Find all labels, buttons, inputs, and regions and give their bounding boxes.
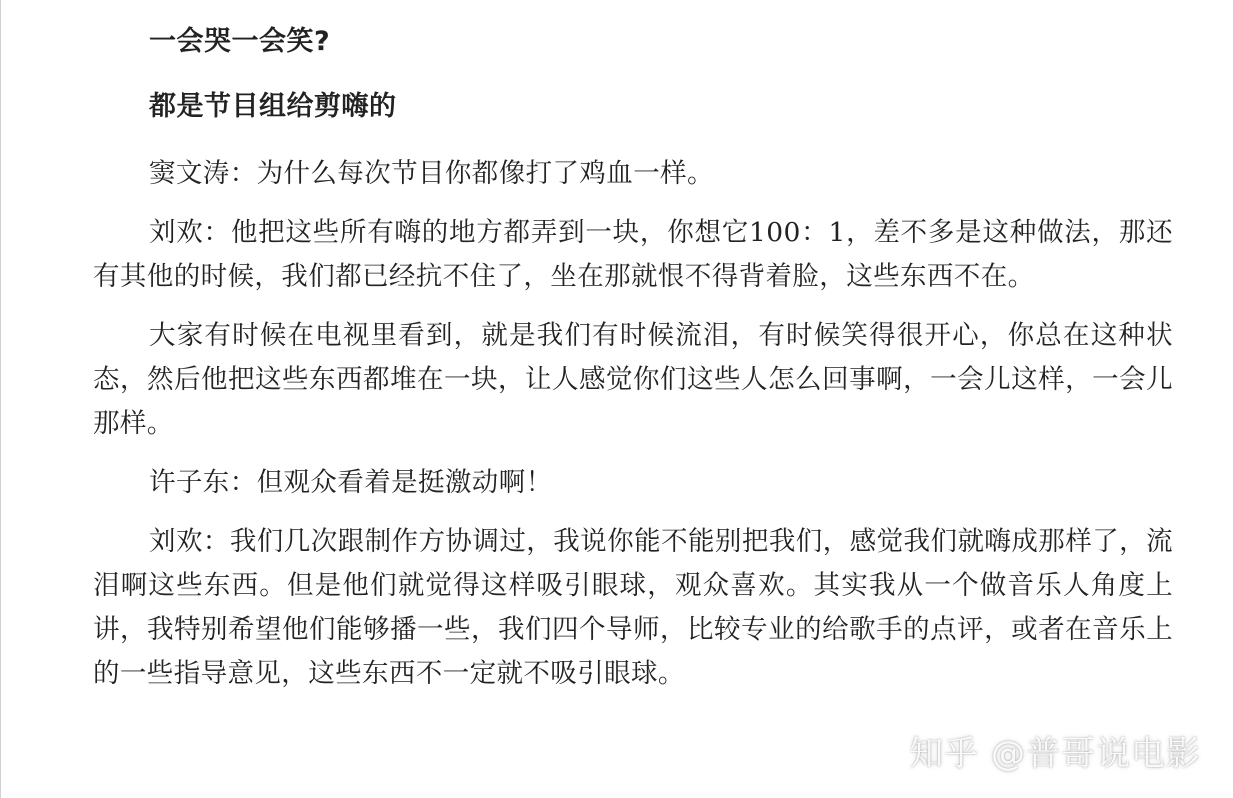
paragraph-liu-huan-1: 刘欢：他把这些所有嗨的地方都弄到一块，你想它100：1，差不多是这种做法，那还有其他的时候，我们都已经抗不住了，坐在那就恨不得背着脸，这些东西不在。 (93, 217, 1173, 292)
article-body (93, 22, 1173, 711)
paragraph-liu-huan-3: 刘欢：我们几次跟制作方协调过，我说你能不能别把我们，感觉我们就嗨成那样了，流泪啊这些东西。但是他们就觉得这样吸引眼球，观众喜欢。其实我从一个做音乐人角度上讲，我特别希望他们能够播一些，我们四个导师，比较专业的给歌手的点评，或者在音乐上的一些指导意见，这些东西不一定就不吸引眼球。 (93, 526, 1173, 689)
paragraph-dou-wentao: 窦文涛：为什么每次节目你都像打了鸡血一样。 (149, 158, 714, 189)
section-heading-2: 都是节目组给剪嗨的 (149, 91, 397, 122)
section-heading-1: 一会哭一会笑? (149, 26, 331, 57)
zhihu-watermark: 知乎 @普哥说电影 (909, 734, 1201, 774)
paragraph-liu-huan-2: 大家有时候在电视里看到，就是我们有时候流泪，有时候笑得很开心，你总在这种状态，然后他把这些东西都堆在一块，让人感觉你们这些人怎么回事啊，一会儿这样，一会儿那样。 (93, 320, 1173, 439)
paragraph-xu-zidong: 许子东：但观众看着是挺激动啊！ (149, 467, 553, 498)
